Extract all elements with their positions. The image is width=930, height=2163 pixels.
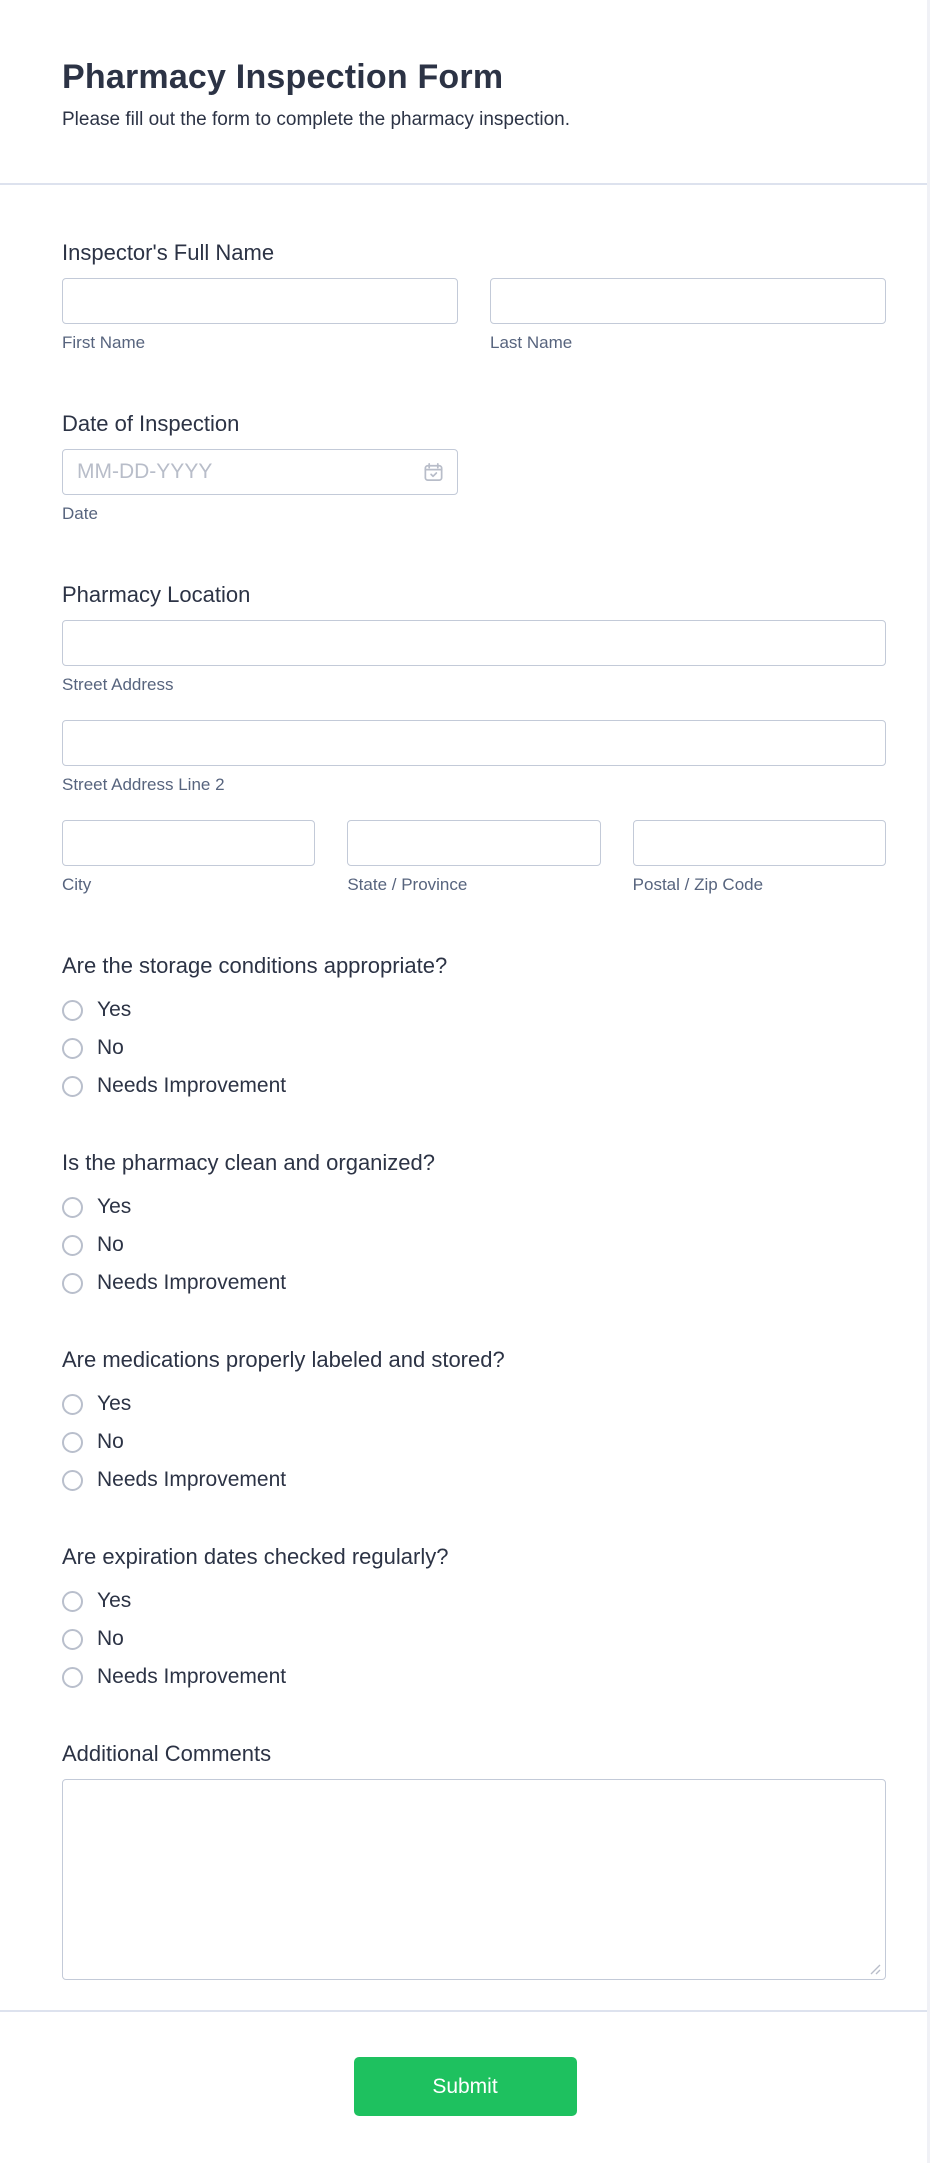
radio-option[interactable]: [62, 1029, 886, 1067]
radio-button-icon[interactable]: [62, 1038, 83, 1059]
street-address-line2-sublabel: Street Address Line 2: [62, 775, 225, 794]
radio-button-icon[interactable]: [62, 1076, 83, 1097]
city-input[interactable]: [62, 820, 315, 866]
question-label: Pharmacy Location: [62, 582, 251, 607]
question-label: Inspector's Full Name: [62, 240, 275, 265]
calendar-check-icon[interactable]: [422, 461, 445, 484]
last-name-sublabel: Last Name: [490, 333, 573, 352]
radio-option-label: Yes: [97, 1195, 132, 1218]
radio-option-label: Yes: [97, 998, 132, 1021]
first-name-input[interactable]: [62, 278, 458, 324]
radio-option[interactable]: [62, 1461, 886, 1499]
question-storage-conditions: [62, 952, 886, 1105]
radio-option[interactable]: [62, 1264, 886, 1302]
radio-option[interactable]: [62, 1188, 886, 1226]
submit-area: [0, 2012, 930, 2116]
date-input[interactable]: [62, 449, 458, 495]
postal-code-input[interactable]: [633, 820, 886, 866]
radio-option-label: No: [97, 1233, 124, 1256]
question-label: Are medications properly labeled and stored?: [62, 1347, 505, 1372]
state-input[interactable]: [347, 820, 600, 866]
question-full-name: [62, 239, 886, 354]
first-name-sublabel: First Name: [62, 333, 146, 352]
last-name-input[interactable]: [490, 278, 886, 324]
radio-option[interactable]: [62, 1620, 886, 1658]
radio-option-label: No: [97, 1627, 124, 1650]
state-sublabel: State / Province: [347, 875, 468, 894]
radio-option[interactable]: [62, 1658, 886, 1696]
radio-option-label: No: [97, 1430, 124, 1453]
question-expiration-dates: [62, 1543, 886, 1696]
radio-button-icon[interactable]: [62, 1197, 83, 1218]
radio-option-label: Yes: [97, 1589, 132, 1612]
form-header: [0, 0, 930, 133]
question-label: Is the pharmacy clean and organized?: [62, 1150, 436, 1175]
radio-option[interactable]: [62, 1226, 886, 1264]
radio-option-label: Needs Improvement: [97, 1468, 287, 1491]
radio-option[interactable]: [62, 1067, 886, 1105]
radio-button-icon[interactable]: [62, 1432, 83, 1453]
comments-textarea[interactable]: [62, 1779, 886, 1980]
resize-handle-icon[interactable]: [870, 1964, 881, 1975]
radio-button-icon[interactable]: [62, 1470, 83, 1491]
radio-button-icon[interactable]: [62, 1273, 83, 1294]
radio-option[interactable]: [62, 991, 886, 1029]
submit-button[interactable]: Submit: [354, 2057, 577, 2116]
radio-button-icon[interactable]: [62, 1667, 83, 1688]
radio-button-icon[interactable]: [62, 1629, 83, 1650]
question-address: [62, 581, 886, 896]
date-sublabel: Date: [62, 504, 98, 523]
question-date: [62, 410, 886, 525]
question-label: Additional Comments: [62, 1741, 272, 1766]
form-body: [0, 185, 930, 1980]
question-comments: [62, 1740, 886, 1980]
page-title: Pharmacy Inspection Form: [62, 58, 504, 96]
city-sublabel: City: [62, 875, 92, 894]
radio-option-label: Yes: [97, 1392, 132, 1415]
radio-option-label: No: [97, 1036, 124, 1059]
radio-button-icon[interactable]: [62, 1235, 83, 1256]
radio-button-icon[interactable]: [62, 1394, 83, 1415]
question-label: Are expiration dates checked regularly?: [62, 1544, 449, 1569]
radio-button-icon[interactable]: [62, 1591, 83, 1612]
question-clean-organized: [62, 1149, 886, 1302]
radio-option-label: Needs Improvement: [97, 1271, 287, 1294]
radio-option-label: Needs Improvement: [97, 1665, 287, 1688]
question-label: Date of Inspection: [62, 411, 240, 436]
radio-option[interactable]: [62, 1423, 886, 1461]
postal-code-sublabel: Postal / Zip Code: [632, 875, 764, 894]
street-address-line2-input[interactable]: [62, 720, 886, 766]
radio-option-label: Needs Improvement: [97, 1074, 287, 1097]
question-label: Are the storage conditions appropriate?: [62, 953, 448, 978]
page-subtitle: Please fill out the form to complete the pharmacy inspection.: [62, 109, 570, 130]
radio-option[interactable]: [62, 1582, 886, 1620]
radio-option[interactable]: [62, 1385, 886, 1423]
question-medications-labeled: [62, 1346, 886, 1499]
street-address-input[interactable]: [62, 620, 886, 666]
radio-button-icon[interactable]: [62, 1000, 83, 1021]
street-address-sublabel: Street Address: [62, 675, 174, 694]
